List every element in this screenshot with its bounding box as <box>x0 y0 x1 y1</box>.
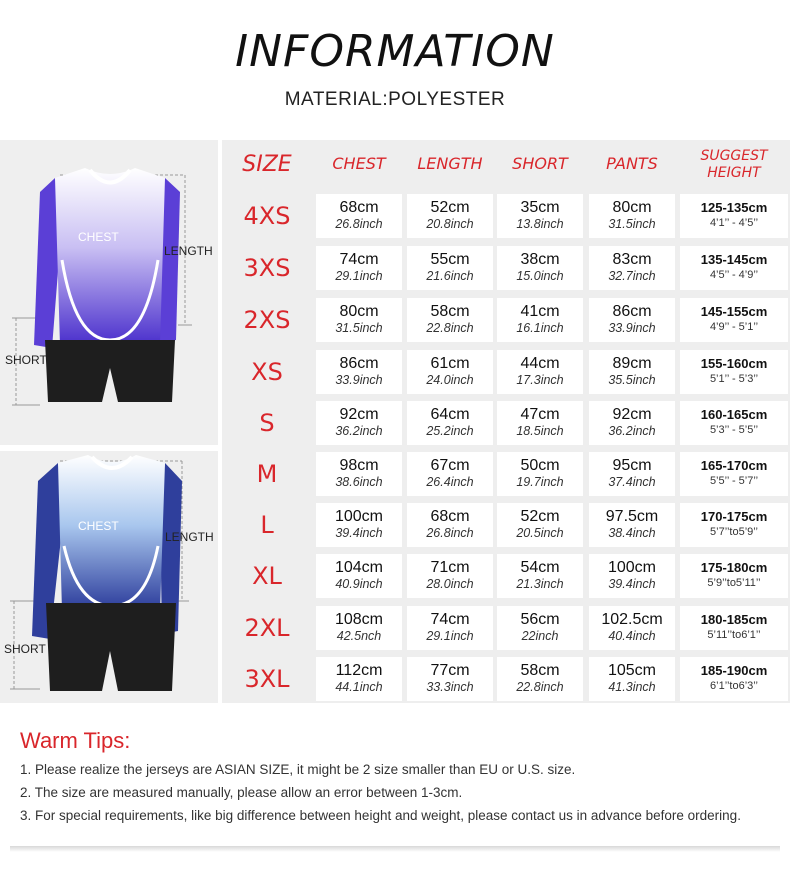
short-cm: 56cm <box>520 611 560 628</box>
short-inch: 22.8inch <box>516 680 564 694</box>
length-cell <box>407 503 493 547</box>
size-label: 2XL <box>244 614 290 642</box>
height-cm: 180-185cm <box>700 612 768 627</box>
pants-cell <box>589 606 675 650</box>
chest-cm: 80cm <box>339 303 379 320</box>
chest-cell <box>316 657 402 701</box>
purple-kit-panel <box>0 140 218 445</box>
chest-cm: 100cm <box>334 508 384 525</box>
short-inch: 15.0inch <box>516 269 564 283</box>
chest-inch: 40.9inch <box>335 577 383 591</box>
size-label: L <box>260 511 274 539</box>
pants-inch: 32.7inch <box>608 269 656 283</box>
short-label-2: SHORT <box>4 642 46 656</box>
pants-inch: 36.2inch <box>608 424 656 438</box>
length-cm: 68cm <box>430 508 470 525</box>
chest-cell <box>316 194 402 238</box>
length-cm: 64cm <box>430 406 470 423</box>
length-cell <box>407 452 493 496</box>
pants-inch: 38.4inch <box>608 526 656 540</box>
short-cm: 35cm <box>520 199 560 216</box>
short-cell <box>497 657 583 701</box>
height-ft: 4’1’’ - 4’5’’ <box>709 217 759 229</box>
short-inch: 18.5inch <box>516 424 564 438</box>
chest-inch: 31.5inch <box>335 321 383 335</box>
short-inch: 22inch <box>521 629 559 643</box>
length-inch: 26.8inch <box>426 526 474 540</box>
chest-cell <box>316 606 402 650</box>
chest-cm: 86cm <box>339 355 379 372</box>
size-label: 3XL <box>244 665 290 693</box>
length-inch: 33.3inch <box>426 680 474 694</box>
pants-cm: 97.5cm <box>605 508 659 525</box>
height-ft: 6’1’’to6’3’’ <box>710 680 758 692</box>
short-cell <box>497 554 583 598</box>
short-cell <box>497 298 583 342</box>
material-subtitle: MATERIAL:POLYESTER <box>284 89 506 110</box>
chest-cm: 92cm <box>339 406 379 423</box>
height-ft: 5’11’’to6’1’’ <box>707 629 761 641</box>
chest-cm: 68cm <box>339 199 379 216</box>
chest-cm: 112cm <box>335 662 383 679</box>
pants-inch: 40.4inch <box>608 629 656 643</box>
height-cm: 135-145cm <box>700 252 768 267</box>
short-inch: 17.3inch <box>516 373 564 387</box>
length-cm: 55cm <box>430 251 470 268</box>
height-cm: 145-155cm <box>700 304 768 319</box>
length-cell <box>407 246 493 290</box>
chest-cell <box>316 350 402 394</box>
height-ft: 4’9’’ - 5’1’’ <box>709 321 759 333</box>
pants-header: PANTS <box>606 154 658 173</box>
height-ft: 5’7’’to5’9’’ <box>710 526 758 538</box>
short-label: SHORT <box>5 353 47 367</box>
short-cm: 50cm <box>520 457 560 474</box>
short-cell <box>497 452 583 496</box>
pants-cm: 83cm <box>612 251 652 268</box>
chest-inch: 26.8inch <box>335 217 383 231</box>
height-cm: 170-175cm <box>700 509 768 524</box>
height-cm: 125-135cm <box>700 200 768 215</box>
length-cm: 67cm <box>430 457 470 474</box>
short-cell <box>497 401 583 445</box>
pants-cm: 80cm <box>612 199 652 216</box>
pants-cell <box>589 554 675 598</box>
chest-cell <box>316 246 402 290</box>
short-header: SHORT <box>512 154 568 173</box>
length-cm: 77cm <box>430 662 470 679</box>
length-header: LENGTH <box>417 154 483 173</box>
tip-3: 3. For special requirements, like big difference between height and weight, please contact us in advance before ordering. <box>20 808 741 823</box>
chest-cm: 108cm <box>334 611 384 628</box>
size-label: 4XS <box>243 202 291 230</box>
pants-cell <box>589 452 675 496</box>
pants-cell <box>589 503 675 547</box>
chest-inch: 29.1inch <box>335 269 383 283</box>
size-label: 3XS <box>243 254 291 282</box>
short-inch: 19.7inch <box>516 475 564 489</box>
chest-cell <box>316 503 402 547</box>
pants-cell <box>589 298 675 342</box>
chest-cm: 104cm <box>334 559 384 576</box>
pants-inch: 31.5inch <box>608 217 656 231</box>
length-cm: 52cm <box>430 199 470 216</box>
suggest-height-header: SUGGEST HEIGHT <box>700 148 768 181</box>
blue-kit-panel <box>0 451 218 703</box>
length-cell <box>407 350 493 394</box>
length-inch: 28.0inch <box>426 577 474 591</box>
purple-kit-illustration <box>0 140 218 445</box>
short-inch: 21.3inch <box>516 577 564 591</box>
short-inch: 13.8inch <box>516 217 564 231</box>
pants-cm: 95cm <box>612 457 652 474</box>
length-label: LENGTH <box>164 244 213 258</box>
chest-cell <box>316 554 402 598</box>
short-cell <box>497 606 583 650</box>
chest-inch: 36.2inch <box>335 424 383 438</box>
short-cm: 38cm <box>520 251 560 268</box>
size-label: XL <box>252 562 282 590</box>
length-inch: 22.8inch <box>426 321 474 335</box>
height-ft: 5’1’’ - 5’3’’ <box>709 373 759 385</box>
chest-cell <box>316 452 402 496</box>
pants-cell <box>589 401 675 445</box>
chest-label-2: CHEST <box>78 519 119 533</box>
chest-inch: 38.6inch <box>335 475 383 489</box>
chest-inch: 42.5nch <box>336 629 382 643</box>
height-cell <box>680 657 788 701</box>
height-ft: 5’3’’ - 5’5’’ <box>709 424 759 436</box>
pants-inch: 37.4inch <box>608 475 656 489</box>
pants-inch: 41.3inch <box>608 680 656 694</box>
length-cell <box>407 194 493 238</box>
tip-1: 1. Please realize the jerseys are ASIAN SIZE, it might be 2 size smaller than EU or U.S. size. <box>20 762 576 777</box>
chest-inch: 39.4inch <box>335 526 383 540</box>
short-cm: 47cm <box>520 406 560 423</box>
height-cell <box>680 554 788 598</box>
height-ft: 4’5’’ - 4’9’’ <box>709 269 759 281</box>
height-cell <box>680 194 788 238</box>
height-cm: 185-190cm <box>700 663 768 678</box>
size-header: SIZE <box>242 152 292 177</box>
height-ft: 5’9’’to5’11’’ <box>707 577 761 589</box>
length-cell <box>407 657 493 701</box>
pants-inch: 39.4inch <box>608 577 656 591</box>
short-cm: 41cm <box>520 303 560 320</box>
short-cell <box>497 503 583 547</box>
chest-label: CHEST <box>78 230 119 244</box>
length-cell <box>407 401 493 445</box>
chest-cm: 74cm <box>339 251 379 268</box>
chest-cell <box>316 298 402 342</box>
height-cm: 175-180cm <box>700 560 768 575</box>
short-cm: 54cm <box>520 559 560 576</box>
height-cell <box>680 503 788 547</box>
height-ft: 5’5’’ - 5’7’’ <box>709 475 759 487</box>
chest-cell <box>316 401 402 445</box>
pants-cm: 89cm <box>612 355 652 372</box>
length-cm: 71cm <box>430 559 470 576</box>
pants-cell <box>589 246 675 290</box>
chest-inch: 44.1inch <box>335 680 383 694</box>
page-title: INFORMATION <box>235 26 555 77</box>
length-inch: 21.6inch <box>426 269 474 283</box>
height-cell <box>680 246 788 290</box>
blue-kit-illustration <box>0 451 218 703</box>
length-inch: 25.2inch <box>426 424 474 438</box>
size-label: 2XS <box>243 306 291 334</box>
pants-cm: 102.5cm <box>601 611 663 628</box>
short-cell <box>497 350 583 394</box>
length-cell <box>407 554 493 598</box>
length-cell <box>407 298 493 342</box>
short-cm: 52cm <box>520 508 560 525</box>
short-cm: 58cm <box>520 662 560 679</box>
pants-cm: 105cm <box>607 662 657 679</box>
pants-inch: 33.9inch <box>608 321 656 335</box>
short-cell <box>497 194 583 238</box>
size-label: S <box>259 409 275 437</box>
height-cm: 160-165cm <box>700 407 768 422</box>
length-cell <box>407 606 493 650</box>
pants-cm: 92cm <box>612 406 652 423</box>
size-label: M <box>256 460 278 488</box>
pants-cell <box>589 194 675 238</box>
height-cell <box>680 606 788 650</box>
length-inch: 20.8inch <box>426 217 474 231</box>
length-inch: 29.1inch <box>426 629 474 643</box>
pants-cell <box>589 350 675 394</box>
height-cell <box>680 350 788 394</box>
pants-cm: 100cm <box>607 559 657 576</box>
short-inch: 16.1inch <box>516 321 564 335</box>
pants-cell <box>589 657 675 701</box>
length-inch: 24.0inch <box>426 373 474 387</box>
pants-cm: 86cm <box>612 303 652 320</box>
chest-inch: 33.9inch <box>335 373 383 387</box>
height-cell <box>680 401 788 445</box>
short-inch: 20.5inch <box>516 526 564 540</box>
height-cm: 165-170cm <box>700 458 768 473</box>
short-cm: 44cm <box>520 355 560 372</box>
tip-2: 2. The size are measured manually, please allow an error between 1-3cm. <box>20 785 463 800</box>
pants-inch: 35.5inch <box>608 373 656 387</box>
short-cell <box>497 246 583 290</box>
bottom-divider <box>10 846 780 852</box>
length-cm: 58cm <box>430 303 470 320</box>
chest-header: CHEST <box>332 154 386 173</box>
size-label: XS <box>251 358 283 386</box>
chest-cm: 98cm <box>339 457 379 474</box>
length-cm: 74cm <box>430 611 470 628</box>
length-inch: 26.4inch <box>426 475 474 489</box>
warm-tips-heading: Warm Tips: <box>20 728 131 753</box>
height-cm: 155-160cm <box>700 356 768 371</box>
length-label-2: LENGTH <box>165 530 214 544</box>
height-cell <box>680 452 788 496</box>
height-cell <box>680 298 788 342</box>
length-cm: 61cm <box>430 355 470 372</box>
